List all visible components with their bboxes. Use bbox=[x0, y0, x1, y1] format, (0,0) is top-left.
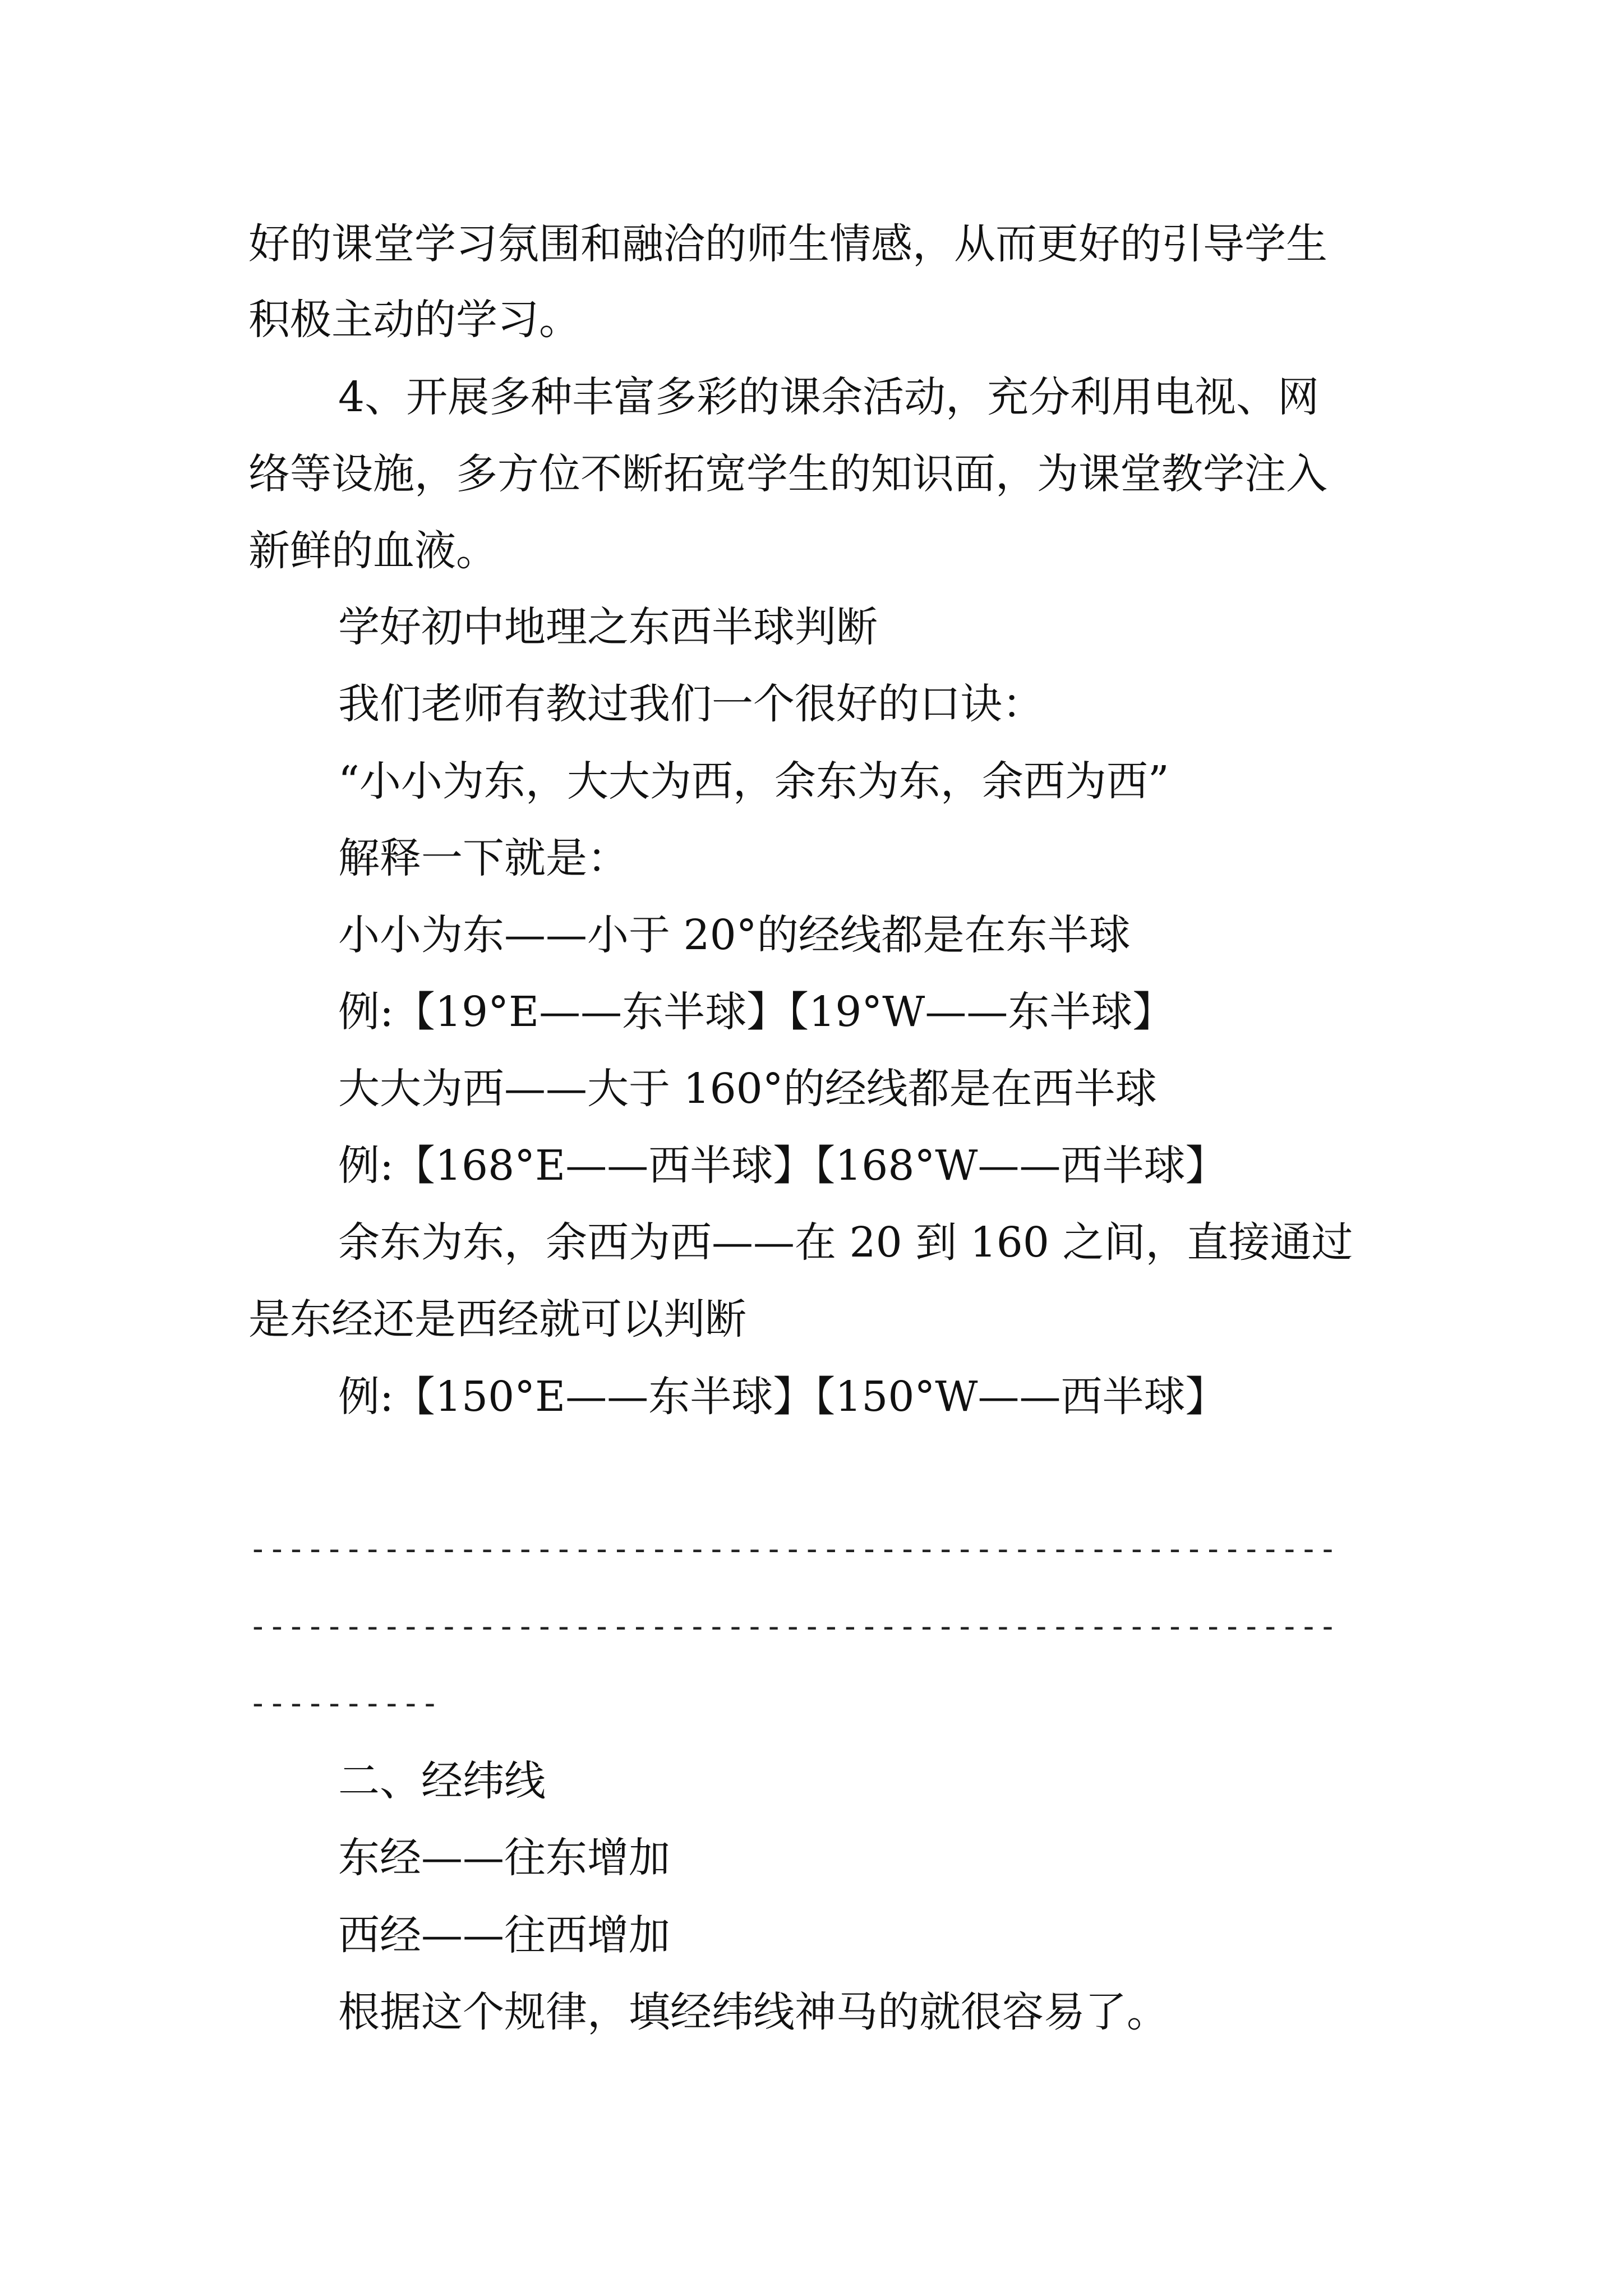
paragraph-line: 络等设施，多方位不断拓宽学生的知识面，为课堂教学注入 bbox=[248, 450, 1327, 498]
rule-line: 是东经还是西经就可以判断 bbox=[248, 1295, 746, 1343]
paragraph-line: 4、开展多种丰富多彩的课余活动，充分利用电视、网 bbox=[338, 373, 1320, 421]
example-line: 例:【150°E——东半球】【150°W——西半球】 bbox=[338, 1373, 1227, 1421]
example-line: 例:【19°E——东半球】【19°W——东半球】 bbox=[338, 988, 1174, 1036]
mnemonic-quote: “小小为东，大大为西，余东为东，余西为西” bbox=[338, 757, 1169, 806]
paragraph-line: 积极主动的学习。 bbox=[248, 296, 580, 344]
rule-line: 大大为西——大于 160°的经线都是在西半球 bbox=[338, 1065, 1157, 1113]
paragraph-line: 解释一下就是： bbox=[338, 834, 629, 882]
rule-line: 余东为东，余西为西——在 20 到 160 之间，直接通过 bbox=[338, 1218, 1353, 1267]
section-heading: 二、经纬线 bbox=[338, 1757, 546, 1805]
section-heading: 学好初中地理之东西半球判断 bbox=[338, 603, 878, 651]
rule-line: 小小为东——小于 20°的经线都是在东半球 bbox=[338, 911, 1131, 959]
paragraph-line: 新鲜的血液。 bbox=[248, 527, 497, 575]
example-line: 例:【168°E——西半球】【168°W——西半球】 bbox=[338, 1142, 1227, 1190]
separator-line: --------------------------------------------------------- bbox=[248, 1608, 1338, 1645]
paragraph-line: 我们老师有教过我们一个很好的口诀： bbox=[338, 680, 1044, 728]
separator-line: ---------- bbox=[248, 1685, 440, 1722]
paragraph-line: 西经——往西增加 bbox=[338, 1911, 670, 1959]
separator-line: --------------------------------------------------------- bbox=[248, 1531, 1338, 1567]
paragraph-line: 好的课堂学习氛围和融洽的师生情感，从而更好的引导学生 bbox=[248, 220, 1327, 268]
paragraph-line: 根据这个规律，填经纬线神马的就很容易了。 bbox=[338, 1988, 1168, 2036]
paragraph-line: 东经——往东增加 bbox=[338, 1834, 670, 1882]
